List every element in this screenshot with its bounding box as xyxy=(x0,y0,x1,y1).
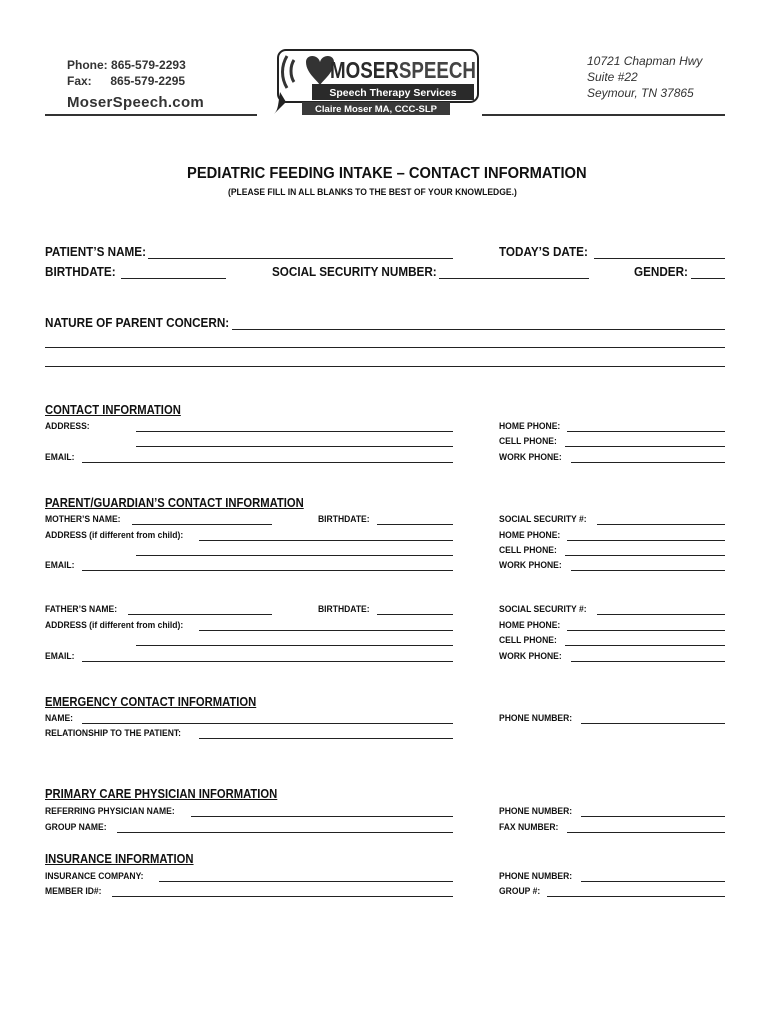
contact-cell-phone-field[interactable] xyxy=(565,446,725,447)
father-address-field-2[interactable] xyxy=(136,645,453,646)
mother-ssn-label: SOCIAL SECURITY #: xyxy=(499,514,587,525)
concern-label: NATURE OF PARENT CONCERN: xyxy=(45,315,230,330)
concern-field-line-1[interactable] xyxy=(232,329,725,330)
fax-label: Fax: xyxy=(67,74,92,88)
contact-heading: CONTACT INFORMATION xyxy=(45,403,181,417)
ssn-field[interactable] xyxy=(439,278,589,279)
logo xyxy=(272,46,494,116)
father-birthdate-label: BIRTHDATE: xyxy=(318,604,370,615)
address-block xyxy=(587,53,702,101)
insurance-company-label: INSURANCE COMPANY: xyxy=(45,871,144,882)
emergency-name-field[interactable] xyxy=(82,723,453,724)
insurance-group-field[interactable] xyxy=(547,896,725,897)
group-name-label: GROUP NAME: xyxy=(45,822,107,833)
contact-home-phone-label: HOME PHONE: xyxy=(499,421,561,432)
mother-cell-phone-label: CELL PHONE: xyxy=(499,545,557,556)
birthdate-field[interactable] xyxy=(121,278,226,279)
logo-brand-b: SPEECH xyxy=(398,57,494,83)
mother-address-field-1[interactable] xyxy=(199,540,453,541)
mother-home-phone-field[interactable] xyxy=(567,540,725,541)
emergency-name-label: NAME: xyxy=(45,713,74,724)
concern-field-line-2[interactable] xyxy=(45,347,725,348)
patient-name-label: PATIENT’S NAME: xyxy=(45,244,146,259)
mother-work-phone-field[interactable] xyxy=(571,570,725,571)
mother-address-field-2[interactable] xyxy=(136,555,453,556)
gender-label: GENDER: xyxy=(634,264,688,279)
phone-line xyxy=(67,58,186,72)
contact-cell-phone-label: CELL PHONE: xyxy=(499,436,557,447)
phone-number: 865-579-2293 xyxy=(111,58,186,72)
todays-date-label: TODAY’S DATE: xyxy=(499,244,588,259)
emergency-relationship-field[interactable] xyxy=(199,738,453,739)
concern-field-line-3[interactable] xyxy=(45,366,725,367)
mother-name-label: MOTHER’S NAME: xyxy=(45,514,121,525)
insurance-group-label: GROUP #: xyxy=(499,886,541,897)
referring-physician-label: REFERRING PHYSICIAN NAME: xyxy=(45,806,175,817)
gender-field[interactable] xyxy=(691,278,725,279)
father-name-label: FATHER’S NAME: xyxy=(45,604,118,615)
emergency-phone-field[interactable] xyxy=(581,723,725,724)
referring-physician-field[interactable] xyxy=(191,816,453,817)
physician-fax-label: FAX NUMBER: xyxy=(499,822,559,833)
father-birthdate-field[interactable] xyxy=(377,614,453,615)
emergency-relationship-label: RELATIONSHIP TO THE PATIENT: xyxy=(45,728,182,739)
father-home-phone-field[interactable] xyxy=(567,630,725,631)
mother-cell-phone-field[interactable] xyxy=(565,555,725,556)
father-address-label: ADDRESS (if different from child): xyxy=(45,620,184,631)
member-id-label: MEMBER ID#: xyxy=(45,886,102,897)
physician-phone-field[interactable] xyxy=(581,816,725,817)
father-name-field[interactable] xyxy=(128,614,272,615)
father-email-field[interactable] xyxy=(82,661,453,662)
group-name-field[interactable] xyxy=(117,832,453,833)
svg-text:MOSERSPEECH xyxy=(330,57,494,83)
father-ssn-field[interactable] xyxy=(597,614,725,615)
address-line-1: 10721 Chapman Hwy xyxy=(587,54,703,68)
insurance-company-field[interactable] xyxy=(159,881,453,882)
father-work-phone-label: WORK PHONE: xyxy=(499,651,562,662)
father-work-phone-field[interactable] xyxy=(571,661,725,662)
patient-name-field[interactable] xyxy=(148,258,453,259)
header-rule-left xyxy=(45,114,257,116)
fax-line xyxy=(67,74,185,88)
contact-email-field[interactable] xyxy=(82,462,453,463)
contact-address-field-2[interactable] xyxy=(136,446,453,447)
birthdate-label: BIRTHDATE: xyxy=(45,264,116,279)
insurance-phone-field[interactable] xyxy=(581,881,725,882)
form-title: PEDIATRIC FEEDING INTAKE – CONTACT INFORMATION xyxy=(187,165,587,182)
logo-brand-a: MOSER xyxy=(330,57,415,83)
phone-label: Phone: xyxy=(67,58,108,72)
todays-date-field[interactable] xyxy=(594,258,725,259)
physician-heading: PRIMARY CARE PHYSICIAN INFORMATION xyxy=(45,787,278,801)
header-rule-right xyxy=(482,114,725,116)
contact-work-phone-field[interactable] xyxy=(571,462,725,463)
father-email-label: EMAIL: xyxy=(45,651,75,662)
contact-address-label: ADDRESS: xyxy=(45,421,90,432)
father-cell-phone-field[interactable] xyxy=(565,645,725,646)
insurance-phone-label: PHONE NUMBER: xyxy=(499,871,573,882)
contact-address-field-1[interactable] xyxy=(136,431,453,432)
logo-clinician: Claire Moser MA, CCC-SLP xyxy=(315,104,437,115)
father-address-field-1[interactable] xyxy=(199,630,453,631)
member-id-field[interactable] xyxy=(112,896,453,897)
physician-fax-field[interactable] xyxy=(567,832,725,833)
mother-work-phone-label: WORK PHONE: xyxy=(499,560,562,571)
address-line-3: Seymour, TN 37865 xyxy=(587,86,694,100)
mother-home-phone-label: HOME PHONE: xyxy=(499,530,561,541)
contact-home-phone-field[interactable] xyxy=(567,431,725,432)
ssn-label: SOCIAL SECURITY NUMBER: xyxy=(272,264,437,279)
guardian-heading: PARENT/GUARDIAN’S CONTACT INFORMATION xyxy=(45,496,304,510)
contact-work-phone-label: WORK PHONE: xyxy=(499,452,562,463)
mother-ssn-field[interactable] xyxy=(597,524,725,525)
father-ssn-label: SOCIAL SECURITY #: xyxy=(499,604,587,615)
mother-email-field[interactable] xyxy=(82,570,453,571)
address-line-2: Suite #22 xyxy=(587,70,638,84)
fax-number: 865-579-2295 xyxy=(110,74,186,88)
insurance-heading: INSURANCE INFORMATION xyxy=(45,852,194,866)
father-home-phone-label: HOME PHONE: xyxy=(499,620,561,631)
form-instructions: (PLEASE FILL IN ALL BLANKS TO THE BEST OF YOUR KNOWLEDGE.) xyxy=(228,187,517,198)
mother-email-label: EMAIL: xyxy=(45,560,75,571)
contact-email-label: EMAIL: xyxy=(45,452,75,463)
emergency-heading: EMERGENCY CONTACT INFORMATION xyxy=(45,695,257,709)
physician-phone-label: PHONE NUMBER: xyxy=(499,806,573,817)
website: MoserSpeech.com xyxy=(67,94,205,111)
father-cell-phone-label: CELL PHONE: xyxy=(499,635,557,646)
mother-address-label: ADDRESS (if different from child): xyxy=(45,530,184,541)
logo-graphic xyxy=(272,46,494,116)
mother-birthdate-label: BIRTHDATE: xyxy=(318,514,370,525)
logo-tagline: Speech Therapy Services xyxy=(329,87,457,99)
mother-name-field[interactable] xyxy=(132,524,272,525)
emergency-phone-label: PHONE NUMBER: xyxy=(499,713,573,724)
mother-birthdate-field[interactable] xyxy=(377,524,453,525)
